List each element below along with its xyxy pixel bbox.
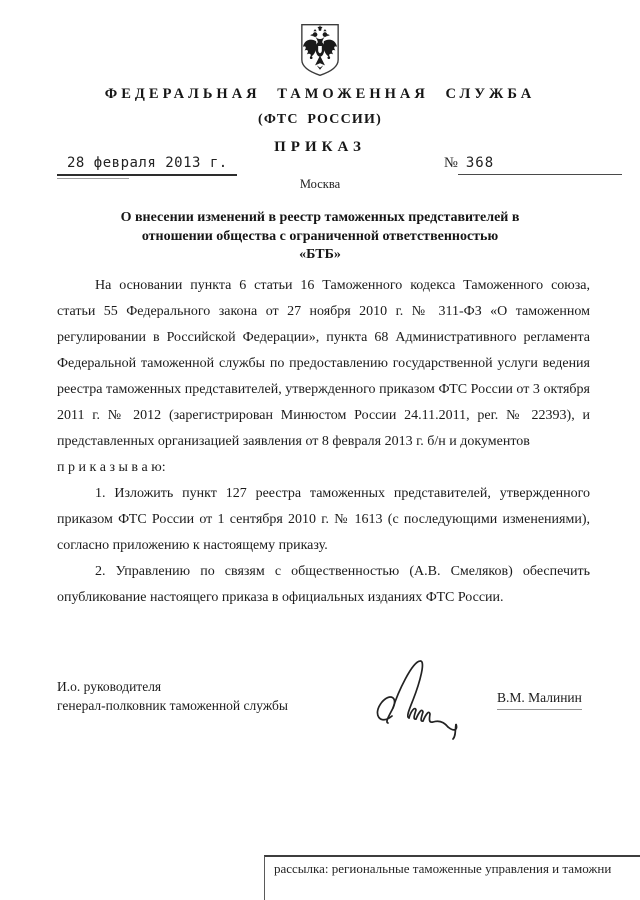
document-date (57, 155, 237, 176)
coat-of-arms-icon (298, 22, 342, 78)
signatory-position-line-1: И.о. руководителя (57, 679, 162, 694)
document-body (57, 273, 590, 611)
title-line-1: О внесении изменений в реестр таможенных представителей в (120, 210, 520, 225)
org-abbreviation: (ФТС РОССИИ) (258, 112, 382, 127)
document-city: Москва (299, 177, 341, 191)
signatory-name: В.М. Малинин (497, 690, 582, 710)
document-number (444, 155, 630, 175)
distribution-note-text: рассылка: региональные таможенные управления и таможни (274, 861, 612, 876)
body-item-1: 1. Изложить пункт 127 реестра таможенных представителей, утвержденного приказом ФТС России от 1 сентября 2010 г. № 1613 (с последующими изменениями), согласно приложению к настоящему приказу. (57, 486, 590, 553)
date-text: 28 февраля 2013 г. (67, 155, 228, 171)
org-name: ФЕДЕРАЛЬНАЯ ТАМОЖЕННАЯ СЛУЖБА (104, 86, 536, 102)
signatory-position (57, 677, 288, 715)
document-title (70, 209, 570, 265)
signatory-position-line-2: генерал-полковник таможенной службы (57, 698, 288, 713)
title-line-2: отношении общества с ограниченной ответственностью (141, 228, 499, 244)
document-type-heading: ПРИКАЗ (274, 139, 366, 155)
body-item-2: 2. Управлению по связям с общественностью (А.В. Смеляков) обеспечить опубликование настоящего приказа в официальных изданиях ФТС России. (57, 564, 590, 605)
decree-word: п р и к а з ы в а ю: (57, 460, 166, 475)
handwritten-signature-icon (368, 650, 478, 740)
number-sign: № (444, 155, 458, 171)
distribution-note-box (264, 855, 640, 900)
number-value: 368 (458, 155, 622, 175)
body-paragraph-preamble: На основании пункта 6 статьи 16 Таможенного кодекса Таможенного союза, статьи 55 Федерального закона от 27 ноября 2010 г. № 311-ФЗ «О таможенном регулировании в Российской Федерации», пункта 68 Административного регламента Федеральной таможенной службы по предоставлению государственной услуги ведения реестра таможенных представителей, утвержденного приказом ФТС России от 3 октября 2011 г. № 2012 (зарегистрирован Минюстом России 24.11.2011, рег. № 22393), и представленных организацией заявления от 8 февраля 2013 г. б/н и документов (57, 278, 590, 449)
title-line-3: «БТБ» (299, 247, 341, 262)
